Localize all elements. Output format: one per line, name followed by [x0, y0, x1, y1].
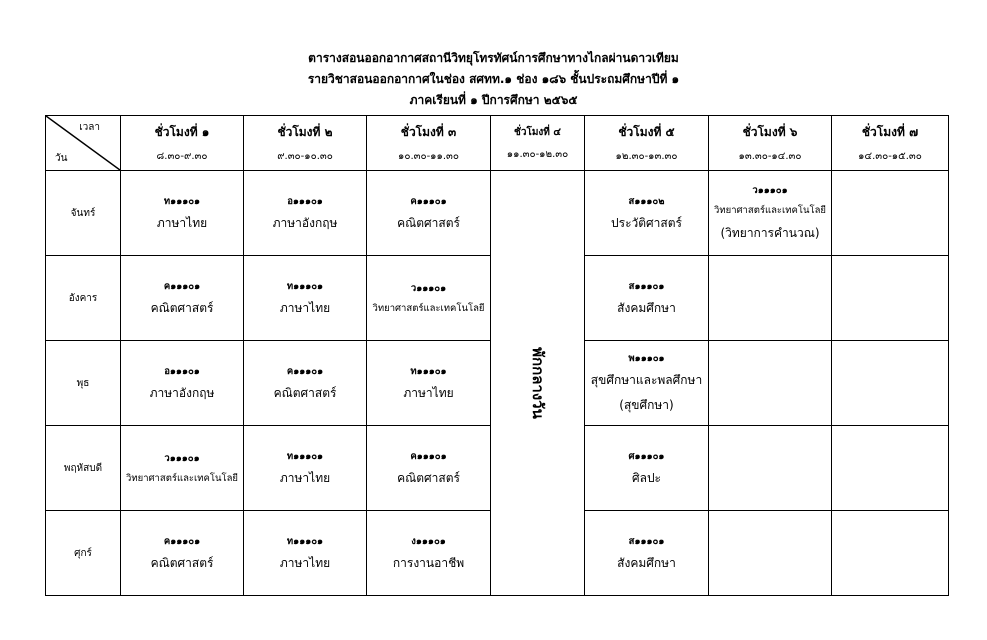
day-cell: ศุกร์	[46, 511, 121, 596]
period-header-6	[709, 116, 832, 171]
document-title	[0, 48, 987, 111]
empty-cell	[709, 426, 832, 511]
subject-code: ค๑๑๑๐๑	[163, 280, 201, 292]
class-cell	[585, 171, 709, 256]
subject-name: วิทยาศาสตร์และเทคโนโลยี	[126, 472, 238, 484]
class-cell	[121, 171, 244, 256]
empty-cell	[832, 511, 949, 596]
subject-name: ภาษาไทย	[279, 300, 331, 315]
subject-code: ท๑๑๑๐๑	[163, 195, 201, 207]
day-row-monday	[46, 171, 949, 256]
subject-code: อ๑๑๑๐๑	[164, 365, 200, 377]
subject-name: ภาษาอังกฤษ	[149, 385, 215, 400]
period-name: ชั่วโมงที่ ๒	[277, 124, 333, 139]
title-line-1: ตารางสอนออกอากาศสถานีวิทยุโทรทัศน์การศึกษาทางไกลผ่านดาวเทียม	[308, 51, 679, 65]
empty-cell	[832, 256, 949, 341]
class-cell	[585, 341, 709, 426]
subject-code: ค๑๑๑๐๑	[410, 450, 447, 462]
subject-code: ส๑๑๑๐๑	[628, 280, 665, 292]
empty-cell	[709, 511, 832, 596]
subject-name: ภาษาไทย	[156, 215, 208, 230]
subject-name: ภาษาอังกฤษ	[272, 215, 338, 230]
class-cell	[585, 256, 709, 341]
empty-cell	[709, 256, 832, 341]
day-cell: พุธ	[46, 341, 121, 426]
subject-name: ภาษาไทย	[279, 555, 331, 570]
period-name: ชั่วโมงที่ ๔	[514, 126, 561, 138]
subject-code: ค๑๑๑๐๑	[410, 195, 447, 207]
lunch-break-cell	[491, 171, 585, 596]
subject-name: คณิตศาสตร์	[150, 300, 214, 315]
subject-code: ท๑๑๑๐๑	[286, 535, 324, 547]
subject-code: ค๑๑๑๐๑	[286, 365, 324, 377]
class-cell	[367, 426, 491, 511]
subject-name: วิทยาศาสตร์และเทคโนโลยี	[714, 205, 826, 216]
period-header-4	[491, 116, 585, 171]
subject-name: การงานอาชีพ	[392, 555, 465, 570]
day-label: วัน	[55, 153, 68, 164]
subject-code: ค๑๑๑๐๑	[163, 535, 201, 547]
class-cell	[121, 511, 244, 596]
subject-code: พ๑๑๑๐๑	[628, 353, 665, 364]
class-cell	[244, 256, 367, 341]
class-cell	[244, 426, 367, 511]
time-label: เวลา	[79, 122, 100, 133]
subject-code: ง๑๑๑๐๑	[411, 535, 446, 547]
class-cell	[121, 341, 244, 426]
period-name: ชั่วโมงที่ ๖	[742, 124, 798, 139]
empty-cell	[832, 341, 949, 426]
subject-name: วิทยาศาสตร์และเทคโนโลยี	[372, 302, 485, 314]
class-cell	[244, 511, 367, 596]
period-time: ๑๒.๓๐-๑๓.๓๐	[615, 150, 678, 162]
subject-name: ภาษาไทย	[403, 385, 454, 400]
day-cell: อังคาร	[46, 256, 121, 341]
header-row	[46, 116, 949, 171]
timetable	[45, 115, 949, 596]
period-name: ชั่วโมงที่ ๑	[154, 124, 210, 139]
day-cell: จันทร์	[46, 171, 121, 256]
subject-code: ท๑๑๑๐๑	[410, 365, 447, 377]
period-time: ๑๑.๓๐-๑๒.๓๐	[506, 148, 569, 160]
class-cell	[367, 171, 491, 256]
subject-name: คณิตศาสตร์	[150, 555, 214, 570]
class-cell	[367, 256, 491, 341]
period-header-5	[585, 116, 709, 171]
subject-name: คณิตศาสตร์	[397, 470, 460, 485]
period-time: ๑๔.๓๐-๑๕.๓๐	[858, 150, 922, 162]
period-header-2	[244, 116, 367, 171]
subject-code: ท๑๑๑๐๑	[286, 450, 324, 462]
subject-name: สังคมศึกษา	[617, 300, 676, 315]
subject-code: ส๑๑๑๐๑	[628, 535, 665, 547]
period-header-1	[121, 116, 244, 171]
title-line-2: รายวิชาสอนออกอากาศในช่อง สศทท.๑ ช่อง ๑๘๖ ชั้นประถมศึกษาปีที่ ๑	[307, 72, 680, 86]
subject-name: ประวัติศาสตร์	[611, 215, 682, 230]
subject-name: สุขศึกษาและพลศึกษา	[590, 373, 703, 387]
subject-code: ว๑๑๑๐๑	[410, 282, 447, 294]
empty-cell	[709, 341, 832, 426]
period-time: ๑๓.๓๐-๑๔.๓๐	[738, 150, 802, 162]
subject-note: (วิทยาการคำนวณ)	[720, 226, 820, 240]
subject-code: ว๑๑๑๐๑	[752, 185, 788, 196]
day-cell: พฤหัสบดี	[46, 426, 121, 511]
period-header-7	[832, 116, 949, 171]
class-cell	[367, 341, 491, 426]
period-header-3	[367, 116, 491, 171]
empty-cell	[832, 171, 949, 256]
period-time: ๘.๓๐-๙.๓๐	[156, 150, 208, 162]
class-cell	[121, 426, 244, 511]
class-cell	[367, 511, 491, 596]
subject-code: ส๑๑๑๐๒	[628, 195, 665, 207]
empty-cell	[832, 426, 949, 511]
corner-cell	[46, 116, 121, 171]
class-cell	[709, 171, 832, 256]
subject-code: อ๑๑๑๐๑	[287, 195, 323, 207]
period-time: ๙.๓๐-๑๐.๓๐	[277, 150, 333, 162]
subject-code: ว๑๑๑๐๑	[164, 452, 200, 464]
period-time: ๑๐.๓๐-๑๑.๓๐	[398, 150, 459, 162]
subject-name: คณิตศาสตร์	[397, 215, 460, 230]
period-name: ชั่วโมงที่ ๓	[400, 124, 457, 139]
class-cell	[585, 511, 709, 596]
class-cell	[244, 341, 367, 426]
subject-code: ศ๑๑๑๐๑	[628, 450, 665, 462]
subject-name: ศิลปะ	[631, 470, 662, 485]
subject-name: คณิตศาสตร์	[273, 385, 337, 400]
class-cell	[244, 171, 367, 256]
subject-note: (สุขศึกษา)	[619, 398, 674, 412]
subject-name: ภาษาไทย	[279, 470, 331, 485]
subject-name: สังคมศึกษา	[617, 555, 676, 570]
title-line-3: ภาคเรียนที่ ๑ ปีการศึกษา ๒๕๖๕	[409, 93, 578, 107]
period-name: ชั่วโมงที่ ๗	[861, 124, 919, 139]
subject-code: ท๑๑๑๐๑	[286, 280, 324, 292]
class-cell	[121, 256, 244, 341]
period-name: ชั่วโมงที่ ๕	[618, 124, 675, 139]
lunch-break-label: พักกลางวัน	[528, 347, 547, 419]
class-cell	[585, 426, 709, 511]
